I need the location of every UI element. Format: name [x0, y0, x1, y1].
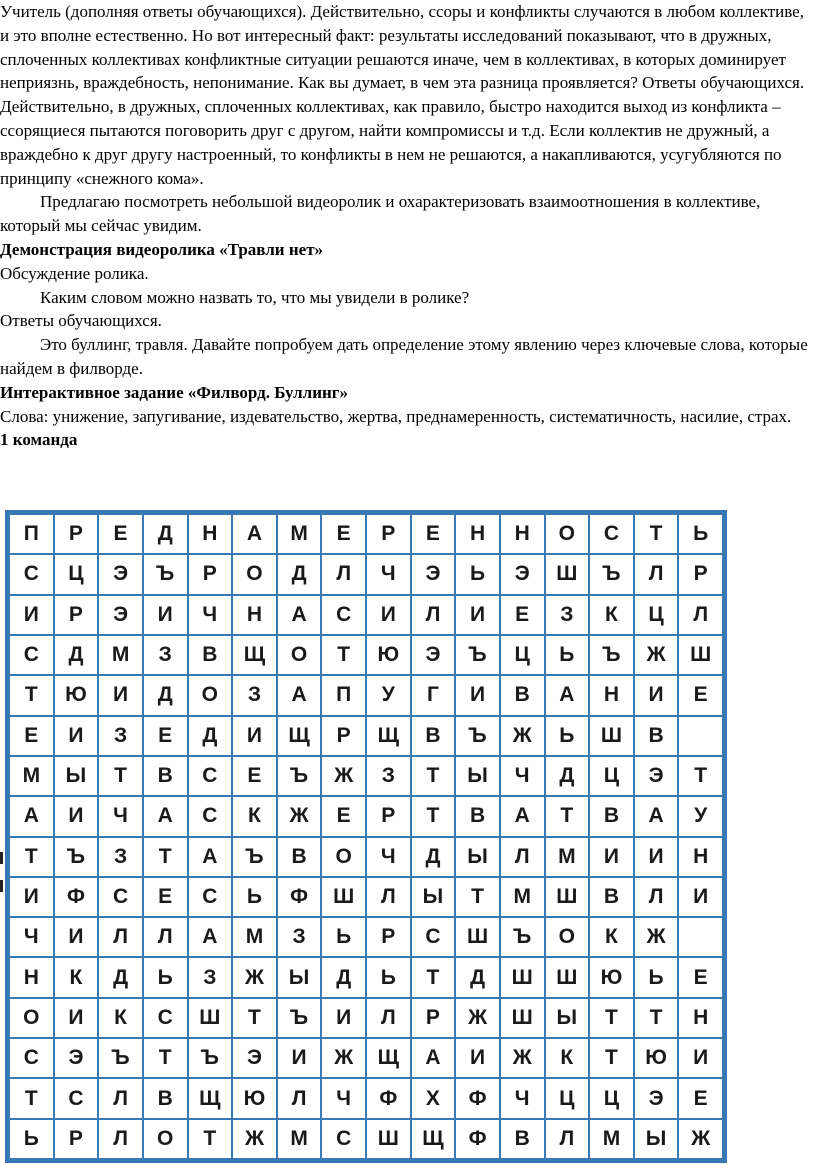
grid-cell: Ж — [232, 1119, 277, 1159]
grid-cell: К — [232, 796, 277, 836]
grid-cell: М — [9, 756, 54, 796]
grid-cell: Ъ — [277, 998, 322, 1038]
grid-cell: Ы — [411, 877, 456, 917]
grid-cell: Ъ — [54, 837, 99, 877]
grid-cell: Е — [232, 756, 277, 796]
grid-cell: Т — [589, 998, 634, 1038]
grid-cell: Л — [98, 917, 143, 957]
grid-cell: В — [589, 877, 634, 917]
grid-cell: З — [98, 837, 143, 877]
grid-row — [9, 1078, 723, 1118]
paragraph-video-discussion: Обсуждение ролика. — [0, 263, 149, 283]
grid-cell: З — [98, 716, 143, 756]
grid-cell: С — [321, 1119, 366, 1159]
grid-cell: О — [321, 837, 366, 877]
grid-cell: Л — [98, 1078, 143, 1118]
grid-cell: Т — [634, 514, 679, 554]
grid-cell: Л — [277, 1078, 322, 1118]
grid-cell: Ъ — [98, 1038, 143, 1078]
grid-cell: Ь — [455, 554, 500, 594]
grid-cell: И — [678, 1038, 723, 1078]
grid-cell: О — [9, 998, 54, 1038]
grid-cell: С — [321, 595, 366, 635]
grid-cell: Ч — [500, 1078, 545, 1118]
grid-cell: И — [232, 716, 277, 756]
grid-cell: В — [589, 796, 634, 836]
grid-cell: Ф — [455, 1119, 500, 1159]
grid-cell: В — [500, 675, 545, 715]
grid-cell: А — [188, 837, 233, 877]
grid-cell: С — [143, 998, 188, 1038]
grid-cell: Т — [188, 1119, 233, 1159]
grid-cell: И — [98, 675, 143, 715]
grid-cell: Н — [455, 514, 500, 554]
grid-cell: О — [232, 554, 277, 594]
grid-row — [9, 635, 723, 675]
grid-cell: А — [500, 796, 545, 836]
margin-mark — [0, 880, 3, 892]
grid-cell: Н — [589, 675, 634, 715]
grid-cell: Д — [545, 756, 590, 796]
grid-cell: И — [634, 837, 679, 877]
grid-cell: К — [589, 595, 634, 635]
grid-cell: Д — [143, 675, 188, 715]
grid-cell: Т — [143, 1038, 188, 1078]
grid-cell: З — [143, 635, 188, 675]
grid-cell: Р — [188, 554, 233, 594]
heading-video-demo: Демонстрация видеоролика «Травли нет» — [0, 239, 324, 259]
grid-cell: Э — [98, 554, 143, 594]
grid-cell: Т — [9, 837, 54, 877]
grid-cell: Д — [143, 514, 188, 554]
paragraph-conflict-resolution: Действительно, в дружных, сплоченных коллективах, как правило, быстро находится выход из конфликта – ссорящиеся пытаются поговорить друг с другом, найти компромиссы и т.д. Если коллектив не дружный, а враждебно к друг другу настроенный, то конфликты в нем не решаются, а накапливаются, усугубляются по принципу «снежного кома». — [0, 97, 782, 188]
grid-cell: Ж — [321, 1038, 366, 1078]
grid-cell: Р — [321, 716, 366, 756]
grid-cell: Л — [545, 1119, 590, 1159]
paragraph-word-list: Слова: унижение, запугивание, издевательство, жертва, преднамеренность, систематичность, насилие, страх. — [0, 406, 792, 426]
grid-cell: Т — [545, 796, 590, 836]
grid-cell: Ш — [545, 877, 590, 917]
paragraph-bullying-definition: Это буллинг, травля. Давайте попробуем дать определение этому явлению через ключевые слова, которые найдем в филворде. — [0, 335, 808, 378]
grid-cell: А — [545, 675, 590, 715]
grid-cell: Н — [9, 957, 54, 997]
grid-cell: И — [678, 877, 723, 917]
grid-cell: Э — [98, 595, 143, 635]
grid-cell: Э — [411, 554, 456, 594]
grid-cell: И — [54, 917, 99, 957]
grid-cell: Ш — [366, 1119, 411, 1159]
grid-row — [9, 837, 723, 877]
grid-cell: И — [634, 675, 679, 715]
grid-cell: Т — [232, 998, 277, 1038]
grid-cell: А — [143, 796, 188, 836]
grid-cell: И — [9, 877, 54, 917]
grid-row — [9, 1119, 723, 1159]
grid-cell: И — [277, 1038, 322, 1078]
grid-cell: А — [277, 675, 322, 715]
paragraph-answers: Ответы обучающихся. — [0, 311, 162, 331]
grid-cell: А — [277, 595, 322, 635]
grid-cell: Л — [321, 554, 366, 594]
grid-cell: И — [455, 1038, 500, 1078]
grid-cell: Х — [411, 1078, 456, 1118]
grid-cell: У — [366, 675, 411, 715]
grid-cell: Т — [321, 635, 366, 675]
grid-cell: З — [545, 595, 590, 635]
grid-cell: Щ — [366, 716, 411, 756]
grid-cell: Д — [321, 957, 366, 997]
grid-cell: Э — [411, 635, 456, 675]
grid-row — [9, 675, 723, 715]
grid-cell: Ъ — [232, 837, 277, 877]
grid-cell: Н — [232, 595, 277, 635]
grid-cell: И — [143, 595, 188, 635]
wordsearch-table — [8, 513, 724, 1160]
grid-cell: Э — [232, 1038, 277, 1078]
grid-cell: Е — [143, 877, 188, 917]
grid-cell: С — [54, 1078, 99, 1118]
grid-cell: С — [188, 877, 233, 917]
grid-cell: Ъ — [455, 635, 500, 675]
grid-cell: Ъ — [277, 756, 322, 796]
grid-cell: О — [143, 1119, 188, 1159]
grid-cell: Щ — [411, 1119, 456, 1159]
grid-cell: В — [500, 1119, 545, 1159]
grid-cell: Ж — [277, 796, 322, 836]
grid-row — [9, 957, 723, 997]
grid-cell: Ы — [455, 756, 500, 796]
grid-cell: Р — [366, 917, 411, 957]
grid-row — [9, 998, 723, 1038]
grid-cell: К — [54, 957, 99, 997]
grid-cell: Л — [366, 998, 411, 1038]
grid-cell: О — [277, 635, 322, 675]
grid-cell: И — [54, 716, 99, 756]
grid-cell: С — [589, 514, 634, 554]
grid-cell: Ю — [366, 635, 411, 675]
grid-row — [9, 756, 723, 796]
grid-cell: В — [188, 635, 233, 675]
grid-cell: Т — [9, 675, 54, 715]
grid-cell: Ж — [634, 917, 679, 957]
grid-cell: Ы — [634, 1119, 679, 1159]
grid-cell: К — [545, 1038, 590, 1078]
grid-cell: Ч — [500, 756, 545, 796]
grid-cell — [678, 917, 723, 957]
grid-cell: Ф — [366, 1078, 411, 1118]
grid-cell: Щ — [366, 1038, 411, 1078]
grid-cell: Д — [277, 554, 322, 594]
grid-cell: И — [321, 998, 366, 1038]
grid-cell: Т — [455, 877, 500, 917]
grid-cell: Ф — [54, 877, 99, 917]
grid-cell: Ш — [455, 917, 500, 957]
grid-cell: Ц — [500, 635, 545, 675]
grid-cell: Л — [634, 554, 679, 594]
grid-cell: Т — [143, 837, 188, 877]
grid-cell: О — [188, 675, 233, 715]
grid-cell: Л — [366, 877, 411, 917]
heading-team-1: 1 команда — [0, 430, 78, 450]
grid-cell: Т — [411, 756, 456, 796]
grid-cell: Ш — [500, 998, 545, 1038]
grid-row — [9, 554, 723, 594]
paragraph-question: Каким словом можно назвать то, что мы увидели в ролике? — [40, 287, 470, 307]
grid-cell: Ф — [277, 877, 322, 917]
grid-cell: С — [9, 554, 54, 594]
grid-cell: Р — [54, 595, 99, 635]
grid-cell: Ч — [188, 595, 233, 635]
grid-cell: Р — [678, 554, 723, 594]
grid-cell: Э — [500, 554, 545, 594]
grid-cell: Т — [98, 756, 143, 796]
grid-row — [9, 1038, 723, 1078]
grid-cell: Ъ — [589, 554, 634, 594]
grid-cell: Ы — [277, 957, 322, 997]
grid-cell: В — [634, 716, 679, 756]
grid-cell: В — [455, 796, 500, 836]
grid-cell: К — [98, 998, 143, 1038]
grid-cell: Ь — [634, 957, 679, 997]
grid-cell: О — [545, 514, 590, 554]
grid-row — [9, 716, 723, 756]
grid-cell: Ц — [589, 756, 634, 796]
grid-cell: Д — [54, 635, 99, 675]
grid-cell: К — [589, 917, 634, 957]
grid-cell: Ы — [455, 837, 500, 877]
grid-cell: Ч — [366, 554, 411, 594]
grid-cell: Ь — [545, 635, 590, 675]
grid-cell: З — [366, 756, 411, 796]
grid-cell: Н — [188, 514, 233, 554]
grid-cell: И — [9, 595, 54, 635]
grid-cell: С — [98, 877, 143, 917]
grid-cell: О — [545, 917, 590, 957]
grid-cell: Ч — [9, 917, 54, 957]
grid-cell: Л — [143, 917, 188, 957]
grid-cell: Т — [589, 1038, 634, 1078]
grid-cell: А — [9, 796, 54, 836]
grid-cell: Ы — [545, 998, 590, 1038]
grid-cell: Ю — [54, 675, 99, 715]
grid-cell: У — [678, 796, 723, 836]
grid-row — [9, 514, 723, 554]
grid-cell: С — [188, 756, 233, 796]
grid-row — [9, 595, 723, 635]
grid-cell: Н — [678, 998, 723, 1038]
grid-cell: Е — [98, 514, 143, 554]
grid-cell: Ж — [678, 1119, 723, 1159]
grid-cell: Ю — [634, 1038, 679, 1078]
grid-cell: Ю — [232, 1078, 277, 1118]
grid-cell: Д — [455, 957, 500, 997]
grid-cell: Ъ — [500, 917, 545, 957]
grid-cell: З — [277, 917, 322, 957]
grid-cell: А — [188, 917, 233, 957]
grid-cell: Ш — [545, 554, 590, 594]
grid-cell: Е — [500, 595, 545, 635]
grid-cell: Ь — [143, 957, 188, 997]
grid-cell: Ц — [545, 1078, 590, 1118]
grid-cell: С — [411, 917, 456, 957]
grid-cell: Ж — [232, 957, 277, 997]
grid-cell: Ь — [678, 514, 723, 554]
grid-cell: Э — [634, 1078, 679, 1118]
grid-cell: Ж — [500, 1038, 545, 1078]
grid-cell: Ъ — [455, 716, 500, 756]
grid-cell: В — [277, 837, 322, 877]
grid-row — [9, 917, 723, 957]
grid-cell: Т — [411, 957, 456, 997]
paragraph-teacher-intro: Учитель (дополняя ответы обучающихся). Действительно, ссоры и конфликты случаются в любом коллективе, и это вполне естественно. Но вот интересный факт: результаты исследований показывают, что в дружных, сплоченных коллективах конфликтные ситуации решаются иначе, чем в коллективах, в которых доминирует неприязнь, враждебность, непонимание. Как вы думает, в чем эта разница проявляется? Ответы обучающихся. — [0, 2, 805, 93]
grid-cell: М — [500, 877, 545, 917]
grid-cell: И — [366, 595, 411, 635]
grid-cell: М — [545, 837, 590, 877]
grid-cell: Ш — [678, 635, 723, 675]
grid-cell: М — [232, 917, 277, 957]
grid-cell: И — [54, 796, 99, 836]
grid-cell: Т — [411, 796, 456, 836]
grid-row — [9, 796, 723, 836]
grid-cell: П — [321, 675, 366, 715]
grid-cell: Ш — [188, 998, 233, 1038]
grid-cell: И — [589, 837, 634, 877]
grid-cell: Ь — [232, 877, 277, 917]
grid-cell: Ш — [545, 957, 590, 997]
grid-cell: Ю — [589, 957, 634, 997]
grid-cell: В — [143, 756, 188, 796]
grid-cell: Ш — [500, 957, 545, 997]
grid-cell: Е — [678, 957, 723, 997]
grid-cell: Р — [411, 998, 456, 1038]
grid-cell: Р — [54, 1119, 99, 1159]
grid-cell: Т — [634, 998, 679, 1038]
grid-cell: Ч — [321, 1078, 366, 1118]
grid-cell: Ь — [366, 957, 411, 997]
grid-cell: З — [232, 675, 277, 715]
grid-cell: М — [589, 1119, 634, 1159]
grid-cell: Щ — [277, 716, 322, 756]
grid-cell: Щ — [232, 635, 277, 675]
grid-cell: Ш — [321, 877, 366, 917]
paragraph-video-invite: Предлагаю посмотреть небольшой видеоролик и охарактеризовать взаимоотношения в коллективе, который мы сейчас увидим. — [0, 192, 761, 236]
grid-cell: Е — [9, 716, 54, 756]
grid-cell: Л — [678, 595, 723, 635]
grid-cell: Л — [98, 1119, 143, 1159]
grid-cell: Ф — [455, 1078, 500, 1118]
grid-cell: Т — [9, 1078, 54, 1118]
grid-cell: Р — [366, 796, 411, 836]
grid-cell: И — [455, 675, 500, 715]
grid-cell: И — [54, 998, 99, 1038]
grid-cell: Ь — [321, 917, 366, 957]
grid-cell: С — [188, 796, 233, 836]
grid-cell: М — [277, 1119, 322, 1159]
grid-cell: М — [98, 635, 143, 675]
grid-cell: Ь — [545, 716, 590, 756]
grid-cell: Д — [411, 837, 456, 877]
grid-cell: В — [411, 716, 456, 756]
grid-cell: Ь — [9, 1119, 54, 1159]
grid-cell: Г — [411, 675, 456, 715]
grid-cell: Е — [321, 514, 366, 554]
grid-cell: М — [277, 514, 322, 554]
grid-cell: А — [232, 514, 277, 554]
grid-cell: Ч — [98, 796, 143, 836]
grid-cell — [678, 716, 723, 756]
grid-cell: П — [9, 514, 54, 554]
grid-cell: Ц — [634, 595, 679, 635]
grid-cell: Е — [678, 1078, 723, 1118]
grid-cell: Е — [321, 796, 366, 836]
grid-cell: Н — [678, 837, 723, 877]
grid-cell: З — [188, 957, 233, 997]
grid-cell: Ъ — [589, 635, 634, 675]
grid-cell: И — [455, 595, 500, 635]
grid-cell: Л — [500, 837, 545, 877]
grid-cell: Ж — [634, 635, 679, 675]
grid-cell: Ы — [54, 756, 99, 796]
grid-cell: В — [143, 1078, 188, 1118]
grid-row — [9, 877, 723, 917]
grid-cell: Р — [366, 514, 411, 554]
grid-cell: Ч — [366, 837, 411, 877]
grid-cell: Ъ — [188, 1038, 233, 1078]
grid-cell: Ж — [321, 756, 366, 796]
heading-interactive-task: Интерактивное задание «Филворд. Буллинг» — [0, 382, 349, 402]
grid-cell: А — [411, 1038, 456, 1078]
grid-cell: Л — [634, 877, 679, 917]
grid-cell: Ц — [54, 554, 99, 594]
grid-cell: Ж — [500, 716, 545, 756]
grid-cell: Ц — [589, 1078, 634, 1118]
grid-cell: Р — [54, 514, 99, 554]
grid-cell: Щ — [188, 1078, 233, 1118]
grid-cell: Э — [634, 756, 679, 796]
grid-cell: Ъ — [143, 554, 188, 594]
grid-cell: Н — [500, 514, 545, 554]
grid-cell: С — [9, 1038, 54, 1078]
grid-cell: Л — [411, 595, 456, 635]
grid-cell: Е — [143, 716, 188, 756]
grid-cell: Ж — [455, 998, 500, 1038]
grid-cell: Э — [54, 1038, 99, 1078]
grid-cell: Т — [678, 756, 723, 796]
grid-cell: Ш — [589, 716, 634, 756]
grid-cell: Е — [411, 514, 456, 554]
grid-cell: С — [9, 635, 54, 675]
grid-cell: Д — [188, 716, 233, 756]
margin-mark — [0, 852, 3, 864]
grid-cell: Е — [678, 675, 723, 715]
grid-cell: Д — [98, 957, 143, 997]
grid-cell: А — [634, 796, 679, 836]
wordsearch-grid — [5, 510, 727, 1163]
document-body — [0, 0, 812, 452]
